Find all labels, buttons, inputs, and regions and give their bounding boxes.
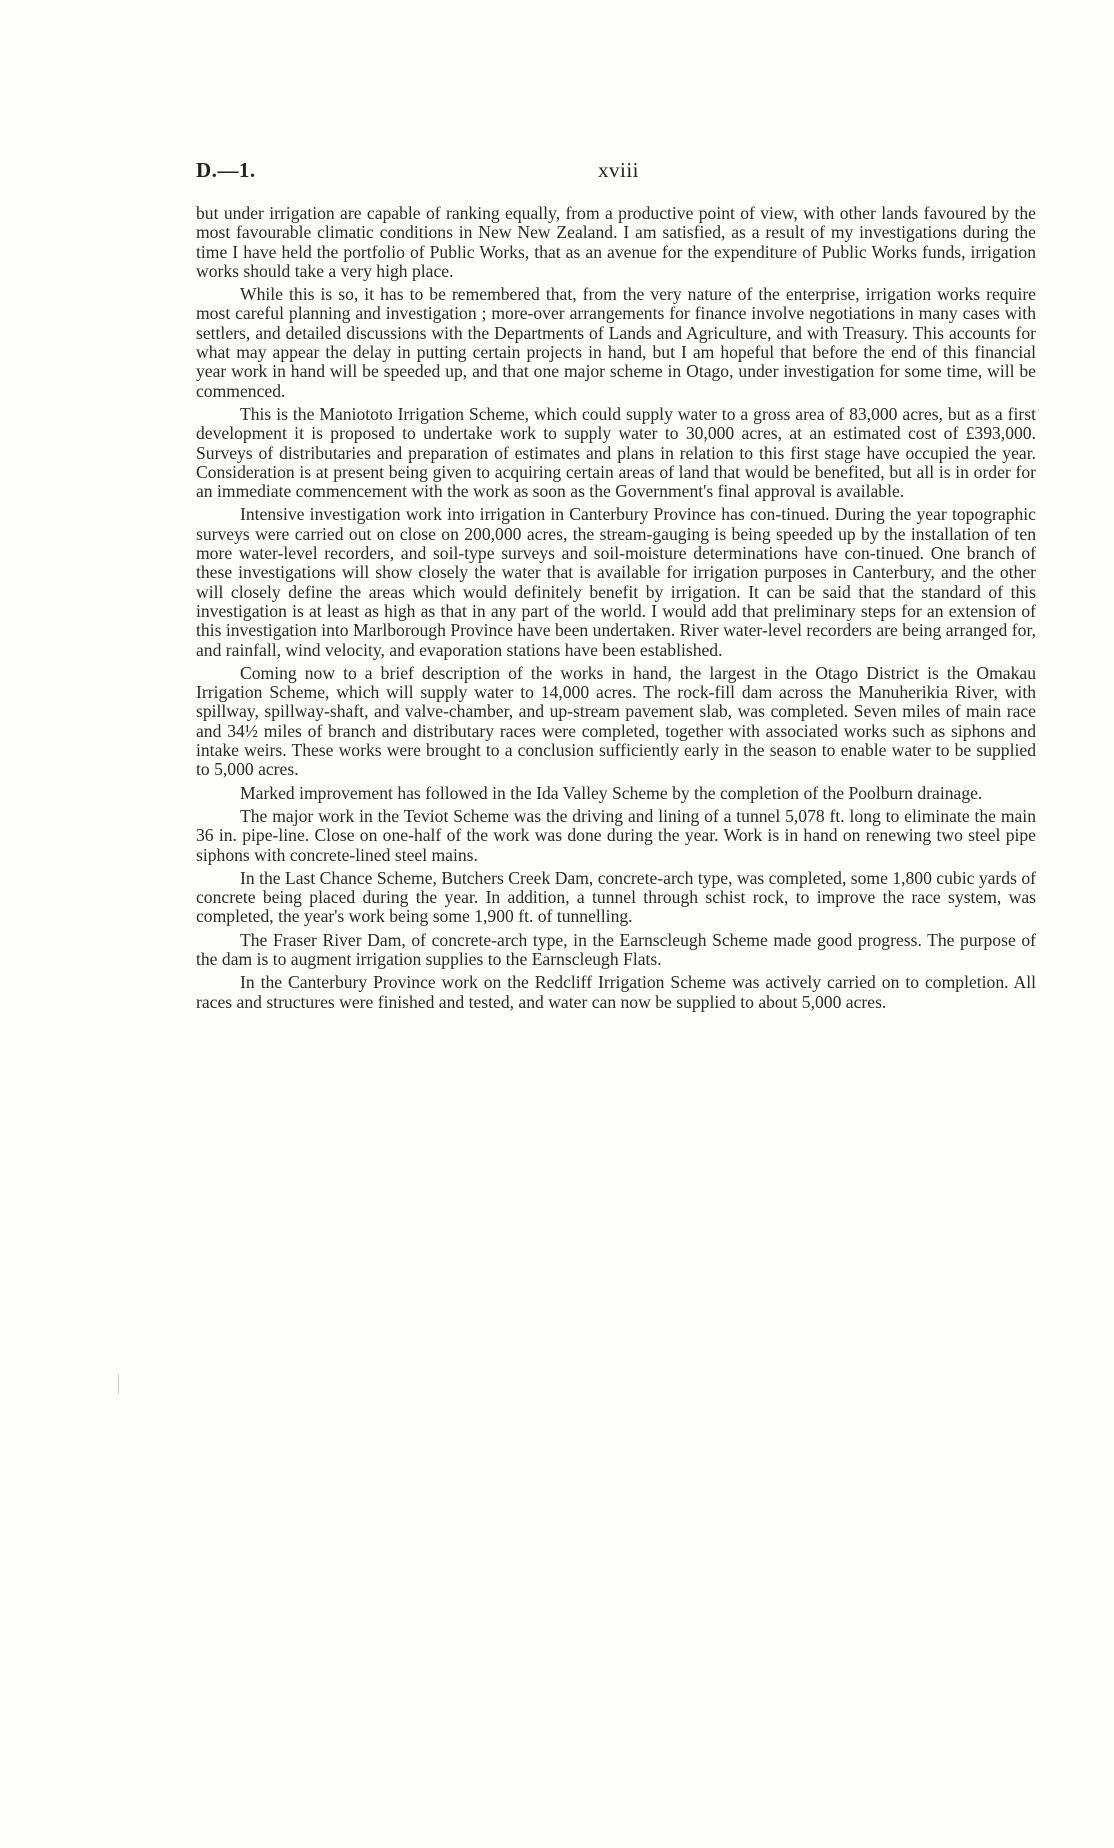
paragraph-omakau: Coming now to a brief description of the works in hand, the largest in the Otago District is the Omakau Irrigation Scheme, which will supply water to 14,000 acres. The rock-fill dam across the Manuherikia River, with spillway, spillway-shaft, and valve-chamber, and up-stream pavement slab, was completed. Seven miles of main race and 34½ miles of branch and distributary races were completed, together with associated works such as siphons and intake weirs. These works were brought to a conclusion sufficiently early in the season to enable water to be supplied to 5,000 acres. bbox=[196, 662, 1036, 780]
paragraph-canterbury-investigation: Intensive investigation work into irrigation in Canterbury Province has con-tinued. During the year topographic surveys were carried out on close on 200,000 acres, the stream-gauging is being speeded up by the installation of ten more water-level recorders, and soil-type surveys and soil-moisture determinations have con-tinued. One branch of these investigations will show closely the water that is available for irrigation purposes in Canterbury, and the other will closely define the areas which would definitely benefit by irrigation. It can be said that the standard of this investigation is at least as high as that in any part of the world. I would add that preliminary steps for an extension of this investigation into Marlborough Province have been undertaken. River water-level recorders are being arranged for, and rainfall, wind velocity, and evaporation stations have been established. bbox=[196, 504, 1036, 660]
paragraph-teviot: The major work in the Teviot Scheme was the driving and lining of a tunnel 5,078 ft. long to eliminate the main 36 in. pipe-line. Close on one-half of the work was done during the year. Work is in hand on renewing two steel pipe siphons with concrete-lined steel mains. bbox=[196, 805, 1036, 865]
page-header bbox=[196, 158, 1036, 188]
paragraph-ida-valley: Marked improvement has followed in the Ida Valley Scheme by the completion of the Poolburn drainage. bbox=[240, 782, 983, 803]
paragraph-maniototo: This is the Maniototo Irrigation Scheme, which could supply water to a gross area of 83,000 acres, but as a first development it is proposed to undertake work to supply water to 30,000 acres, at an estimated cost of £393,000. Surveys of distributaries and preparation of estimates and plans in relation to this first stage have occupied the year. Consideration is at present being given to acquiring certain areas of land that would be benefited, but all is in order for an immediate commencement with the work as soon as the Government's final approval is available. bbox=[196, 403, 1036, 502]
paragraph-continuation: but under irrigation are capable of ranking equally, from a productive point of view, with other lands favoured by the most favourable climatic conditions in New New Zealand. I am satisfied, as a result of my investigations during the time I have held the portfolio of Public Works, that as an avenue for the expenditure of Public Works funds, irrigation works should take a very high place. bbox=[196, 203, 1036, 281]
paragraph-planning: While this is so, it has to be remembered that, from the very nature of the enterprise, irrigation works require most careful planning and investigation ; more-over arrangements for finance involve negotiations in many cases with settlers, and detailed discussions with the Departments of Lands and Agriculture, and with Treasury. This accounts for what may appear the delay in putting certain projects in hand, but I am hopeful that before the end of this financial year work in hand will be speeded up, and that one major scheme in Otago, under investigation for some time, will be commenced. bbox=[196, 284, 1036, 401]
paragraph-redcliff: In the Canterbury Province work on the Redcliff Irrigation Scheme was actively carried on to completion. All races and structures were finished and tested, and water can now be supplied to about 5,000 acres. bbox=[196, 972, 1036, 1012]
page-number: xviii bbox=[598, 158, 640, 182]
margin-mark bbox=[118, 1374, 119, 1394]
document-reference: D.—1. bbox=[196, 158, 256, 182]
body-text bbox=[196, 204, 1036, 1016]
paragraph-fraser-river: The Fraser River Dam, of concrete-arch type, in the Earnscleugh Scheme made good progress. The purpose of the dam is to augment irrigation supplies to the Earnscleugh Flats. bbox=[196, 929, 1036, 969]
paragraph-last-chance: In the Last Chance Scheme, Butchers Creek Dam, concrete-arch type, was completed, some 1,800 cubic yards of concrete being placed during the year. In addition, a tunnel through schist rock, to improve the race system, was completed, the year's work being some 1,900 ft. of tunnelling. bbox=[196, 867, 1036, 927]
